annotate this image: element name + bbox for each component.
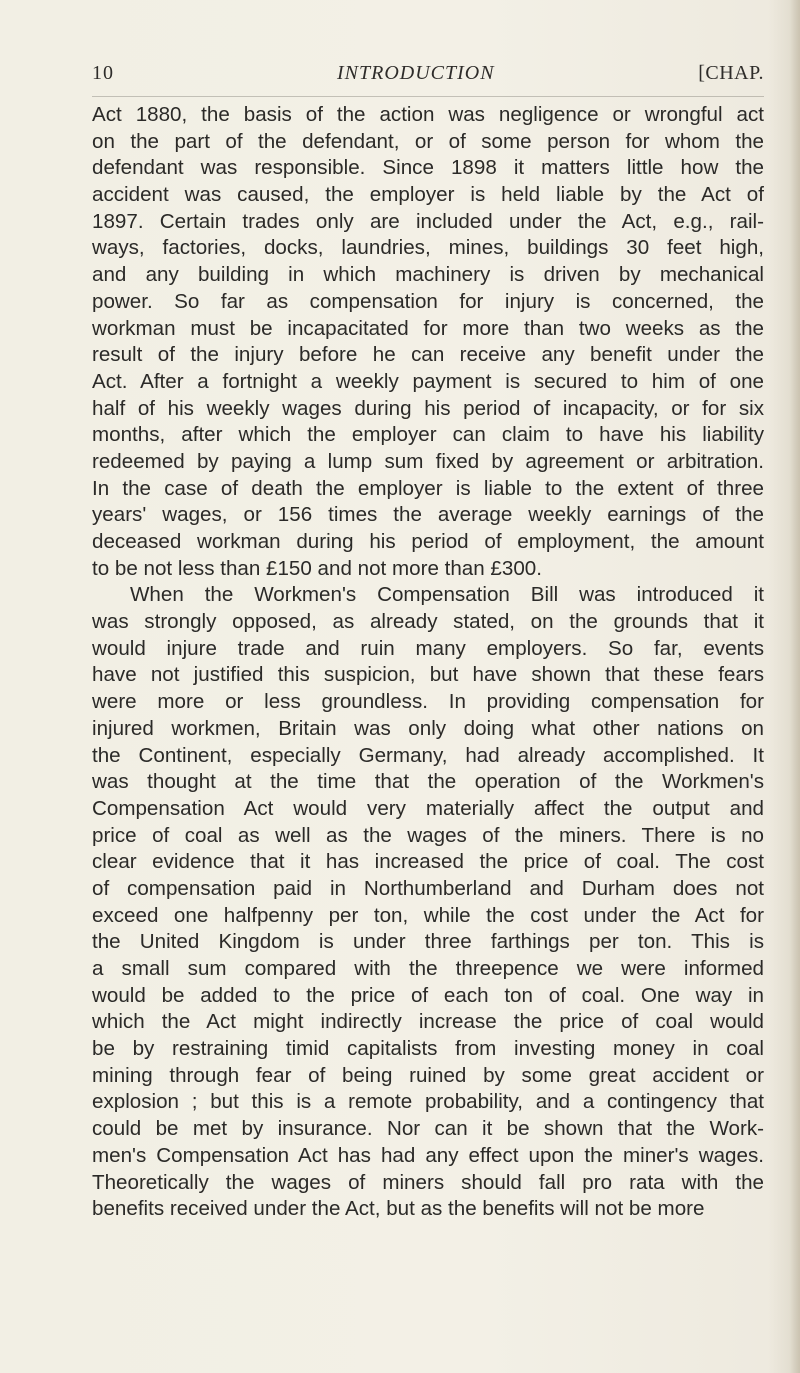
text-line: a small sum compared with the threepence we were informed xyxy=(92,957,764,980)
text-line: men's Compensation Act has had any effect upon the miner's wages. xyxy=(92,1143,764,1167)
text-line: could be met by insurance. Nor can it be shown that the Work- xyxy=(92,1117,764,1141)
text-line: have not justified this suspicion, but have shown that these fears xyxy=(92,663,764,687)
text-line: mining through fear of being ruined by some great accident or xyxy=(92,1063,764,1087)
paragraph-2 xyxy=(92,582,764,1223)
text-line: clear evidence that it has increased the price of coal. The cost xyxy=(92,850,764,874)
running-head xyxy=(92,62,764,90)
paragraph-1 xyxy=(92,102,764,582)
text-line: 1897. Certain trades only are included under the Act, e.g., rail- xyxy=(92,209,764,233)
chapter-marker: [CHAP. xyxy=(698,62,764,84)
text-line: the Continent, especially Germany, had already accomplished. It xyxy=(92,743,764,767)
text-line: Theoretically the wages of miners should fall pro rata with the xyxy=(92,1170,764,1194)
text-line: ways, factories, docks, laundries, mines, buildings 30 feet high, xyxy=(92,236,764,260)
text-line: workman must be incapacitated for more than two weeks as the xyxy=(92,316,764,340)
running-title: INTRODUCTION xyxy=(337,62,495,84)
text-line: on the part of the defendant, or of some person for whom the xyxy=(92,129,764,153)
text-line: months, after which the employer can claim to have his liability xyxy=(92,423,764,447)
text-line: be by restraining timid capitalists from investing money in coal xyxy=(92,1037,764,1061)
text-line: In the case of death the employer is liable to the extent of three xyxy=(92,476,764,500)
text-line: When the Workmen's Compensation Bill was introduced it xyxy=(130,583,764,607)
text-line: to be not less than £150 and not more than £300. xyxy=(92,556,542,580)
text-line: accident was caused, the employer is held liable by the Act of xyxy=(92,183,764,207)
text-line: the United Kingdom is under three farthings per ton. This is xyxy=(92,930,764,954)
page-number: 10 xyxy=(92,62,114,84)
header-rule xyxy=(92,96,764,97)
text-line: benefits received under the Act, but as the benefits will not be more xyxy=(92,1197,705,1221)
text-line: deceased workman during his period of employment, the amount xyxy=(92,530,764,553)
text-line: of compensation paid in Northumberland and Durham does not xyxy=(92,876,764,900)
text-line: years' wages, or 156 times the average weekly earnings of the xyxy=(92,503,764,527)
text-line: exceed one halfpenny per ton, while the cost under the Act for xyxy=(92,903,764,927)
body-text xyxy=(92,102,764,1223)
text-line: explosion ; but this is a remote probability, and a contingency that xyxy=(92,1090,764,1114)
text-line: defendant was responsible. Since 1898 it matters little how the xyxy=(92,156,764,180)
text-line: which the Act might indirectly increase the price of coal would xyxy=(92,1010,764,1034)
text-line: Act 1880, the basis of the action was negligence or wrongful act xyxy=(92,103,764,126)
text-line: was thought at the time that the operation of the Workmen's xyxy=(92,770,764,794)
text-line: half of his weekly wages during his period of incapacity, or for six xyxy=(92,396,764,420)
text-line: would be added to the price of each ton of coal. One way in xyxy=(92,983,764,1007)
text-line: price of coal as well as the wages of the miners. There is no xyxy=(92,823,764,847)
text-line: was strongly opposed, as already stated, on the grounds that it xyxy=(92,610,764,634)
text-line: and any building in which machinery is driven by mechanical xyxy=(92,263,764,287)
page-edge-shadow xyxy=(790,0,800,1373)
text-line: would injure trade and ruin many employers. So far, events xyxy=(92,636,764,660)
text-line: injured workmen, Britain was only doing what other nations on xyxy=(92,716,764,740)
text-line: redeemed by paying a lump sum fixed by agreement or arbitration. xyxy=(92,449,764,473)
text-line: were more or less groundless. In providing compensation for xyxy=(92,690,764,714)
text-line: result of the injury before he can receive any benefit under the xyxy=(92,343,764,367)
text-line: Act. After a fortnight a weekly payment is secured to him of one xyxy=(92,369,764,393)
text-line: Compensation Act would very materially affect the output and xyxy=(92,796,764,820)
text-line: power. So far as compensation for injury is concerned, the xyxy=(92,289,764,313)
